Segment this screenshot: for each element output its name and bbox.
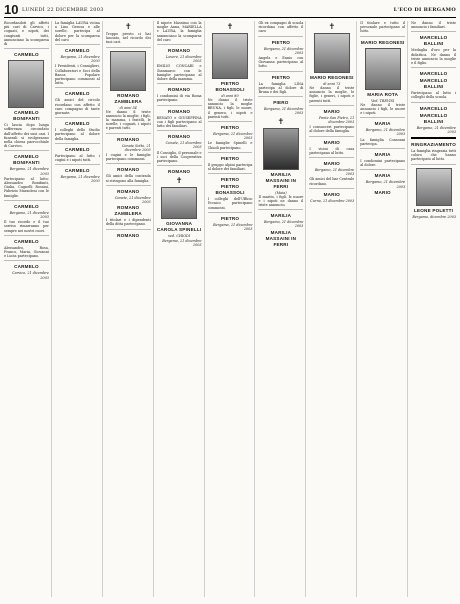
- deceased-name: CARMELO: [14, 52, 39, 58]
- deceased-name: ROMANO: [117, 188, 140, 194]
- notice-text: Il gruppo alpini partecipa al dolore dei familiari.: [208, 163, 253, 174]
- obituary-columns: [4, 21, 456, 597]
- deceased-name: CARMELO: [65, 91, 90, 97]
- notice-text: La famiglia LINA partecipa al dolore di Bruna e dei figli.: [258, 82, 303, 98]
- place-date: Bergamo, 21 dicembre 2003: [314, 168, 355, 177]
- cross-icon: ✝: [328, 22, 336, 31]
- column-1: [4, 21, 52, 597]
- place-date: Bergamo, 21 dicembre 2003: [365, 128, 406, 137]
- newspaper-page: [4, 4, 456, 596]
- deceased-name: ROMANO: [168, 87, 191, 93]
- portrait-photo: [212, 33, 248, 79]
- notice-text: La famiglia ringrazia tutti coloro che hanno partecipato al lutto.: [411, 149, 456, 165]
- deceased-name: MARCELLO: [419, 105, 448, 111]
- deceased-subtitle: di anni 80: [221, 94, 239, 98]
- notice-text: Ne danno il triste annuncio la moglie, le figlie, i generi, i nipoti e parenti tutti.: [309, 86, 354, 106]
- deceased-name: MARIO: [323, 108, 340, 114]
- notice-text: Partecipano al lutto: Alessandro Bonifanti, Giulia, Cugnelli Rossini, Fabrizio Mazzoleni con le famiglie.: [4, 177, 49, 201]
- deceased-name: PIERO: [273, 100, 289, 106]
- portrait-photo: [161, 187, 197, 219]
- deceased-name: ROMANO: [168, 169, 191, 175]
- column-9: [411, 21, 456, 597]
- place-date: Cenate, 21 dicembre 2003: [114, 195, 151, 205]
- notice-text: Ne danno il triste annuncio la moglie BRUNA, i figli, le nuore, il genero, i nipoti e parenti tutti.: [208, 98, 253, 122]
- notice-text: Medaglia d'oro per la didattica. Ne danno il triste annuncio la moglie e il figlio.: [411, 48, 456, 68]
- deceased-name: CARMELO: [14, 203, 39, 209]
- notice-text: Ricordandoti gli affetti più cari di Carvico, i cognati, e nipoti, dei congiunti tutti, annunciano la scomparsa di: [4, 21, 49, 49]
- place-date: Bergamo, 21 dicembre 2003: [416, 125, 456, 134]
- deceased-name: CARMELO BONIFANTI: [13, 154, 40, 166]
- deceased-name: PIETRO: [220, 177, 240, 183]
- notice-text: I Presidenti, i Consiglieri, Collaboratori e Soci della Banca Popolare partecipano commossi al lutto.: [55, 64, 100, 88]
- notice-text: Gli amici del circolo ricordano con affetto il caro compagno di tante giornate.: [55, 98, 100, 118]
- column-6: [258, 21, 306, 597]
- place-date: Carvico, 21 dicembre 2003: [11, 271, 49, 280]
- deceased-subtitle: (Maia): [275, 190, 287, 195]
- place-date: Lovere, 21 dicembre 2003: [165, 55, 202, 64]
- deceased-name: CARMELO: [65, 168, 90, 174]
- notice-text: Gli amici del bar Centrale ricordano.: [309, 177, 354, 188]
- portrait-photo: [416, 168, 452, 206]
- section-divider: [411, 137, 456, 139]
- place-date: Bergamo, 21 dicembre 2003: [264, 46, 304, 55]
- deceased-name: ROMANO ZAMBLERA: [114, 92, 142, 104]
- deceased-name: MARILIA: [270, 213, 292, 219]
- notice-text: La famiglia LAURA vicina a Lino Gerosa e alle sorelle, partecipa al dolore per la scomparsa del caro: [55, 21, 100, 45]
- column-2: [55, 21, 103, 597]
- place-date: Cenate Sotto, 21 dicembre 2003: [121, 143, 151, 152]
- place-date: Bergamo, 21 dicembre 2003: [60, 175, 100, 184]
- notice-text: Il tuo ricordo e il tuo sorriso rimarranno per sempre nei nostri cuori.: [4, 220, 49, 236]
- notice-text: I consuoceri partecipano al dolore della famiglia.: [309, 125, 354, 136]
- deceased-name: CARMELO: [14, 264, 39, 270]
- place-date: Bergamo, 21 dicembre 2003: [365, 180, 406, 189]
- deceased-subtitle: Ved. TREVISI: [371, 98, 395, 103]
- portrait-photo: [263, 128, 299, 170]
- notice-text: La famiglia Consonni partecipa.: [360, 138, 405, 149]
- deceased-name: PIETRO: [220, 155, 240, 161]
- deceased-name: ROMANO: [117, 232, 140, 238]
- place-date: Bergamo, 21 dicembre 2003: [213, 222, 253, 232]
- notice-text: Angela e Ennio con Giovanna partecipano al lutto.: [258, 56, 303, 72]
- notice-text: Partecipano al lutto i cugini e i nipoti tutti.: [55, 154, 100, 165]
- place-date: Bergamo, 21 dicembre 2003: [60, 55, 100, 64]
- notice-text: Il nipote Massimo con la moglie Anna, MARIELLA e LAURA, la famiglia annunciano la scomparsa del caro: [157, 21, 202, 45]
- cross-icon: ✝: [175, 176, 183, 186]
- deceased-name: ROMANO: [168, 48, 191, 54]
- deceased-name: ROMANO: [168, 134, 191, 140]
- notice-text: RENATO e GIUSEPPINA con i figli partecipano al lutto dei familiari.: [157, 116, 202, 132]
- notice-text: Ci lascia dopo lunga sofferenza circondato dall'affetto dei suoi cari. I funerali si svolgeranno nella chiesa parrocchiale di Carvico.: [4, 123, 49, 151]
- column-5: [208, 21, 256, 597]
- deceased-name: ROMANO: [168, 108, 191, 114]
- notice-text: Le famiglie Spinelli e Chiodi partecipano.: [208, 141, 253, 152]
- cross-icon: ✝: [124, 22, 132, 31]
- deceased-name: CARMELO: [14, 238, 39, 244]
- notice-text: I titolari e i dipendenti della ditta partecipano.: [106, 218, 151, 229]
- notice-text: Troppo presto ci hai lasciato, nel ricordo dei tuoi cari.: [106, 32, 151, 48]
- notice-text: Ne danno il triste annuncio i familiari.: [411, 21, 456, 32]
- place-date: Ponte San Pietro, 21 dicembre 2003: [318, 115, 355, 125]
- place-date: Bergamo, 21 dicembre 2003: [264, 220, 304, 229]
- deceased-subtitle: ved. CHIODI: [168, 234, 191, 239]
- notice-text: Ne danno il triste annuncio la moglie, i figli, la mamma, i fratelli, le sorelle, i cognati, i nipoti e parenti tutti.: [106, 110, 151, 134]
- deceased-name: MARIO REGONESI: [360, 39, 405, 45]
- column-4: [157, 21, 205, 597]
- deceased-name: MARIO: [374, 189, 391, 195]
- deceased-name: MARILIA MASSAINI IN FERRI: [265, 229, 297, 247]
- notice-text: Il Consiglio, il personale e i soci della Cooperativa partecipano.: [157, 151, 202, 167]
- portrait-photo: [314, 33, 350, 73]
- deceased-name: MARIO: [323, 139, 340, 145]
- deceased-subtitle: di anni 54: [119, 105, 137, 110]
- deceased-name: PIETRO: [271, 39, 291, 45]
- publication-name: L'ECO DI BERGAMO: [393, 7, 456, 13]
- deceased-name: PIETRO BONASSOLI: [215, 81, 245, 92]
- deceased-name: CARMELO: [65, 48, 90, 54]
- notice-text: I vicini di casa partecipano al lutto.: [309, 147, 354, 158]
- place-date: Bergamo, 21 dicembre 2003: [162, 239, 202, 248]
- place-date: Bergamo, 21 dicembre 2003: [9, 167, 49, 176]
- deceased-name: ROMANO ZAMBLERA: [114, 205, 142, 217]
- deceased-name: MARCELLO: [419, 71, 448, 77]
- column-3: [106, 21, 154, 597]
- deceased-name: MARIO REGONESI: [309, 75, 354, 80]
- place-date: Bergamo, 21 dicembre 2003: [9, 210, 49, 220]
- notice-text: Gli amici della contrada si stringono alla famiglia.: [106, 174, 151, 185]
- cross-icon: ✝: [226, 22, 234, 31]
- notice-text: Il titolare e tutto il personale partecipano al lutto.: [360, 21, 405, 37]
- notice-text: I colleghi dello Studio partecipano al dolore della famiglia.: [55, 128, 100, 144]
- portrait-photo: [8, 60, 44, 108]
- notice-text: Alessandro, Rosa, Franco, Maria, Giovanni e Lucia partecipano.: [4, 246, 49, 262]
- place-date: Curno, 21 dicembre 2003: [310, 198, 355, 203]
- deceased-name: MARIO: [323, 161, 340, 167]
- notice-text: Partecipano al lutto i colleghi della scuola.: [411, 91, 456, 102]
- deceased-name: CARMELO: [65, 146, 90, 152]
- deceased-name: LEONE POLETTI: [414, 207, 454, 213]
- deceased-name: CARMELO: [65, 121, 90, 127]
- deceased-name: MARIA: [374, 121, 391, 127]
- deceased-name: MARIA: [374, 152, 391, 158]
- deceased-name: PIETRO: [220, 215, 240, 221]
- deceased-name: PIETRO: [220, 125, 240, 131]
- deceased-name: MARCELLO BALLINI: [419, 35, 448, 47]
- column-7: [309, 21, 357, 597]
- deceased-name: GIOVANNA CAROLA SPINELLI: [156, 221, 202, 233]
- place-date: Bergamo, dicembre 2003: [412, 214, 456, 219]
- cross-icon: ✝: [277, 116, 285, 126]
- deceased-name: MARIA ROTA: [367, 91, 399, 97]
- deceased-name: CARMELO BONIFANTI: [13, 110, 40, 122]
- portrait-photo: [365, 48, 401, 90]
- notice-text: Gli ex compagni di scuola ricordano con affetto il caro: [258, 21, 303, 37]
- notice-text: I condomini di via Roma partecipano.: [157, 94, 202, 105]
- notice-text: Il marito, i figli, le nuore e i nipoti ne danno il triste annuncio.: [258, 195, 303, 211]
- deceased-name: RINGRAZIAMENTO: [411, 142, 456, 148]
- header-date: LUNEDÌ 22 DICEMBRE 2003: [22, 7, 104, 13]
- place-date: Bergamo, 21 dicembre 2003: [213, 132, 253, 141]
- page-header: [4, 4, 456, 18]
- deceased-name: MARCELLO BALLINI: [419, 78, 448, 90]
- page-number: 10: [4, 2, 19, 17]
- notice-text: I condomini partecipano al dolore.: [360, 159, 405, 170]
- deceased-name: MARCELLO BALLINI: [419, 112, 448, 124]
- place-date: Bergamo, 21 dicembre 2003: [264, 107, 304, 116]
- notice-text: Ne danno il triste annuncio i figli, le nuore e i nipoti.: [360, 103, 405, 119]
- deceased-subtitle: di anni 73: [323, 82, 341, 86]
- column-8: [360, 21, 408, 597]
- deceased-name: MARILIA MASSAINI IN FERRI: [265, 171, 297, 189]
- portrait-photo: [110, 51, 146, 91]
- notice-text: EMILIO CONCARI e Gianmarco con le famiglie partecipano al dolore della mamma.: [157, 64, 202, 84]
- deceased-name: ROMANO: [117, 167, 140, 173]
- deceased-name: PIETRO: [271, 74, 291, 80]
- deceased-name: ROMANO: [117, 136, 140, 142]
- notice-text: I colleghi dell'Ufficio Tecnico partecipano commossi.: [208, 197, 253, 213]
- place-date: Cenate, 21 dicembre 2003: [165, 141, 202, 150]
- deceased-name: PIETRO BONASSOLI: [215, 184, 245, 196]
- deceased-name: MARIO: [323, 191, 340, 197]
- deceased-name: MARIA: [374, 173, 391, 179]
- notice-text: I cugini e le famiglie partecipano commossi.: [106, 153, 151, 164]
